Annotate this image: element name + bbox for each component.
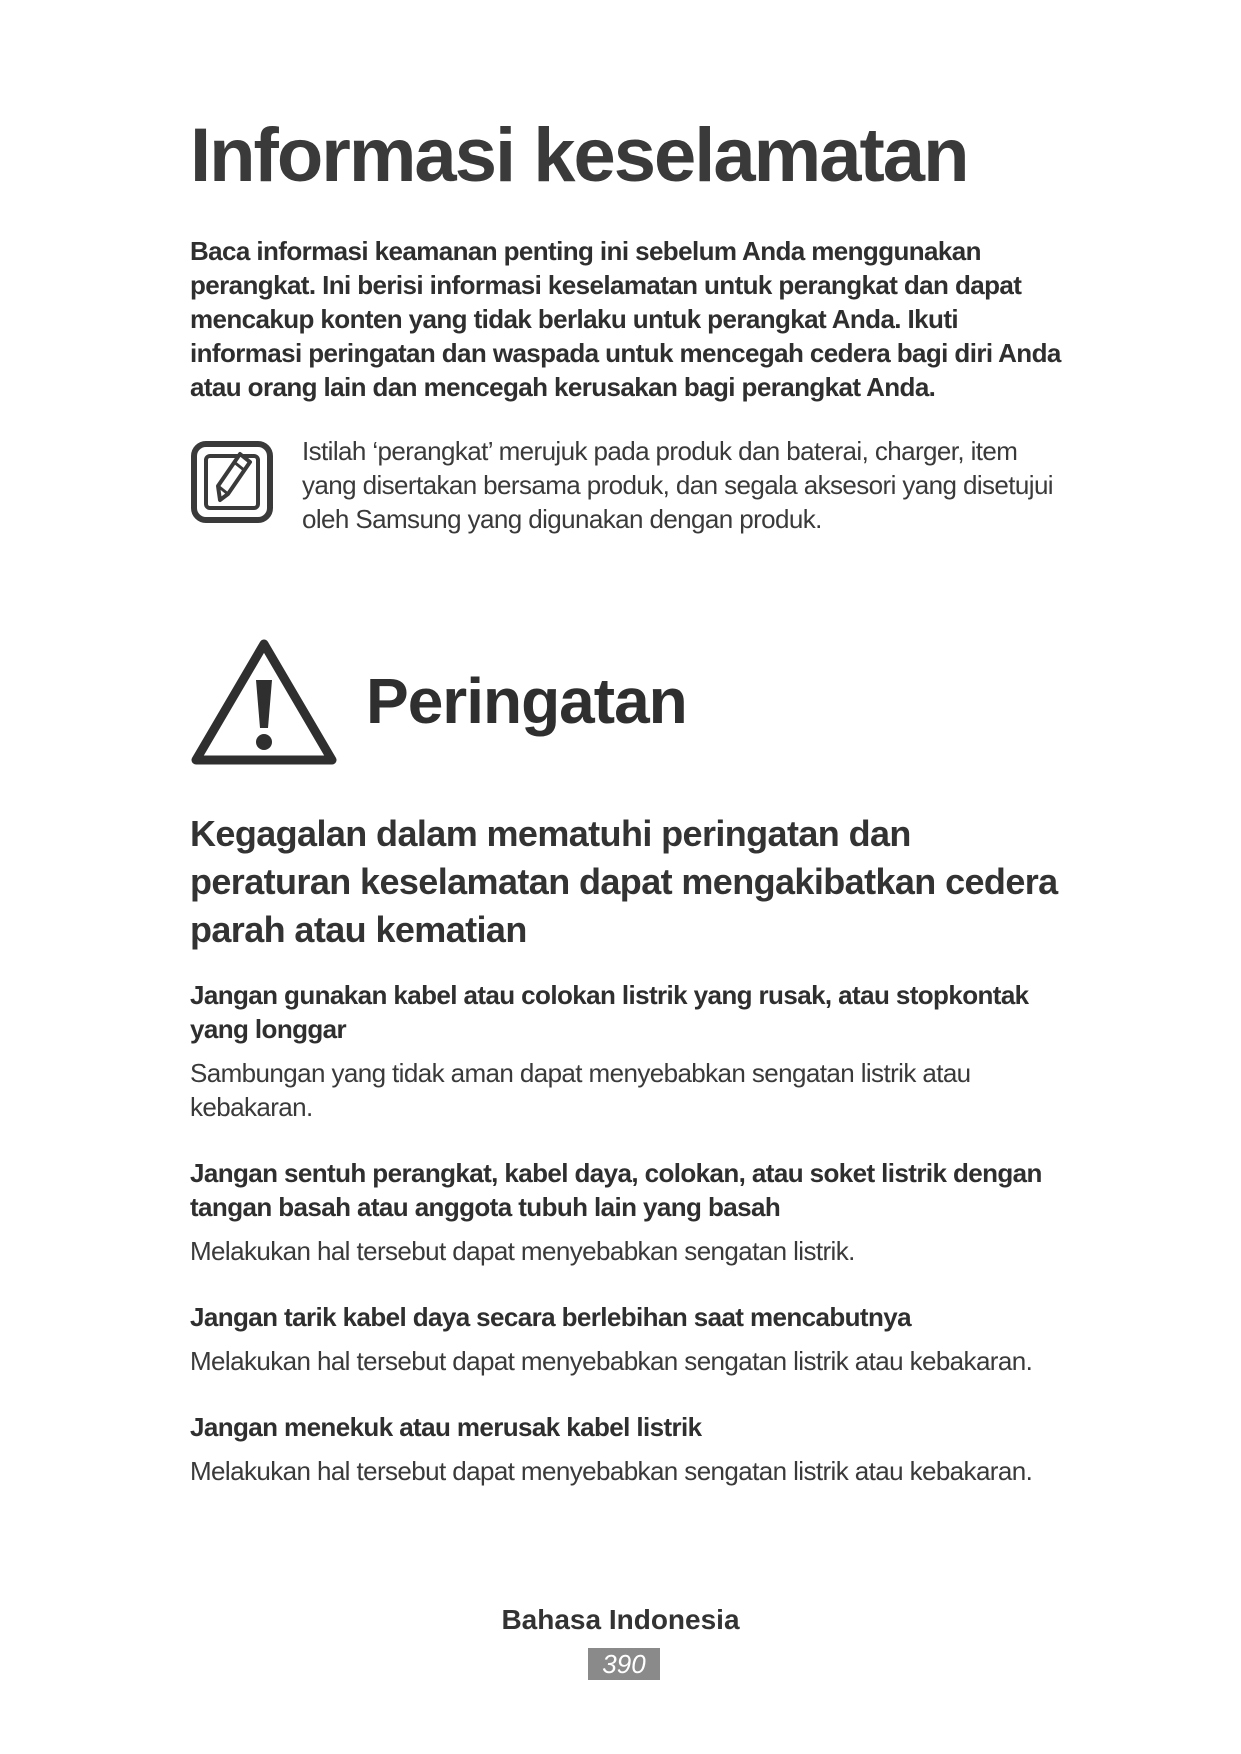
list-item [190, 1410, 1070, 1488]
intro-paragraph: Baca informasi keamanan penting ini sebelum Anda menggunakan perangkat. Ini berisi informasi keselamatan untuk perangkat dan dapat mencakup konten yang tidak berlaku untuk perangkat Anda. Ikuti informasi peringatan dan waspada untuk mencegah cedera bagi diri Anda atau orang lain dan mencegah kerusakan bagi perangkat Anda. [190, 236, 1061, 402]
list-item [190, 1300, 1070, 1378]
item-body: Melakukan hal tersebut dapat menyebabkan sengatan listrik. [190, 1236, 855, 1266]
item-heading: Jangan gunakan kabel atau colokan listrik yang rusak, atau stopkontak yang longgar [190, 980, 1029, 1044]
list-item [190, 1156, 1070, 1268]
item-body: Melakukan hal tersebut dapat menyebabkan sengatan listrik atau kebakaran. [190, 1456, 1033, 1486]
warning-triangle-icon [190, 636, 338, 768]
item-heading: Jangan menekuk atau merusak kabel listrik [190, 1412, 702, 1442]
note-pencil-icon [190, 440, 274, 524]
note-text: Istilah ‘perangkat’ merujuk pada produk dan baterai, charger, item yang disertakan bersama produk, dan segala aksesori yang disetujui oleh Samsung yang digunakan dengan produk. [302, 436, 1053, 534]
section-title: Peringatan [366, 665, 687, 737]
warning-list [190, 978, 1070, 1520]
item-heading: Jangan tarik kabel daya secara berlebihan saat mencabutnya [190, 1302, 911, 1332]
section-subheading: Kegagalan dalam mematuhi peringatan dan peraturan keselamatan dapat mengakibatkan cedera parah atau kematian [190, 813, 1058, 950]
item-body: Sambungan yang tidak aman dapat menyebabkan sengatan listrik atau kebakaran. [190, 1058, 971, 1122]
footer-language: Bahasa Indonesia [501, 1604, 740, 1635]
page-number: 390 [588, 1648, 660, 1680]
page-title: Informasi keselamatan [190, 113, 968, 198]
item-body: Melakukan hal tersebut dapat menyebabkan sengatan listrik atau kebakaran. [190, 1346, 1033, 1376]
item-heading: Jangan sentuh perangkat, kabel daya, colokan, atau soket listrik dengan tangan basah atau anggota tubuh lain yang basah [190, 1158, 1042, 1222]
list-item [190, 978, 1070, 1124]
